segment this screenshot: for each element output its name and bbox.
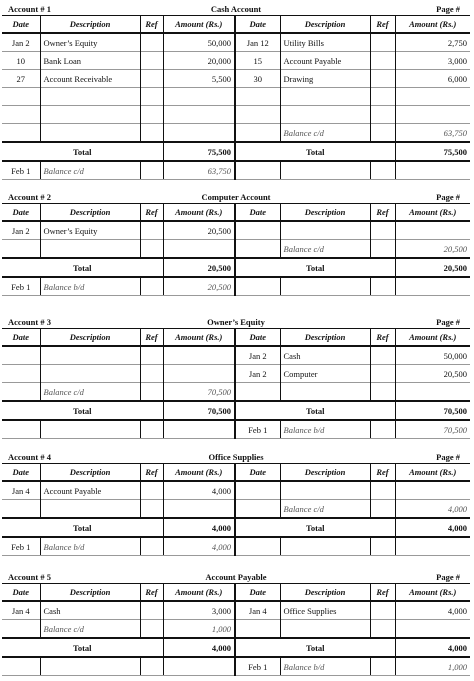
- column-header-amount: Amount (Rs.): [163, 16, 235, 34]
- ledger-table: [2, 15, 470, 180]
- ledger-account: [2, 315, 470, 439]
- entry-amount: 4,000: [395, 601, 470, 620]
- entry-ref: [140, 124, 163, 143]
- total-label: Total: [2, 638, 163, 657]
- account-header: [2, 570, 470, 583]
- column-header-date: Date: [235, 204, 280, 222]
- balance-date: [235, 537, 280, 556]
- balance-date: Feb 1: [235, 657, 280, 676]
- balance-amount: 70,500: [395, 420, 470, 439]
- entry-ref: [370, 240, 395, 259]
- entry-amount: 63,750: [395, 124, 470, 143]
- balance-description: Balance b/d: [40, 537, 140, 556]
- table-row: [2, 620, 470, 639]
- entry-date: [2, 124, 40, 143]
- column-header-amount: Amount (Rs.): [395, 204, 470, 222]
- balance-date: [235, 161, 280, 180]
- balance-ref: [140, 161, 163, 180]
- balance-amount: 20,500: [163, 277, 235, 296]
- entry-ref: [140, 70, 163, 88]
- entry-amount: [395, 88, 470, 106]
- total-row: [2, 518, 470, 537]
- entry-ref: [370, 221, 395, 240]
- entry-date: 15: [235, 52, 280, 70]
- table-row: [2, 124, 470, 143]
- entry-description: Balance c/d: [280, 240, 370, 259]
- ledger-table: [2, 463, 470, 556]
- entry-date: 10: [2, 52, 40, 70]
- entry-ref: [370, 500, 395, 519]
- entry-date: [235, 124, 280, 143]
- balance-row: [2, 161, 470, 180]
- column-header-amount: Amount (Rs.): [395, 329, 470, 347]
- account-header: [2, 450, 470, 463]
- account-header: [2, 2, 470, 15]
- entry-ref: [370, 481, 395, 500]
- account-number: Account # 5: [8, 572, 51, 582]
- entry-description: Balance c/d: [40, 620, 140, 639]
- entry-description: Owner’s Equity: [40, 221, 140, 240]
- account-number: Account # 1: [8, 4, 51, 14]
- entry-description: [40, 240, 140, 259]
- entry-date: Jan 4: [11, 605, 30, 616]
- entry-ref: [140, 481, 163, 500]
- entry-date: 27: [2, 70, 40, 88]
- entry-ref: [140, 240, 163, 259]
- balance-description: Balance b/d: [280, 420, 370, 439]
- ledger-table: [2, 583, 470, 676]
- entry-date: [2, 88, 40, 106]
- column-header-date: Date: [2, 464, 40, 482]
- entry-description: Office Supplies: [280, 601, 370, 620]
- table-row: [2, 33, 470, 52]
- column-header-ref: Ref: [140, 16, 163, 34]
- entry-ref: [370, 383, 395, 402]
- entry-amount: 20,500: [395, 365, 470, 383]
- column-header-amount: Amount (Rs.): [395, 464, 470, 482]
- page-label: Page #: [436, 452, 460, 462]
- column-header-description: Description: [280, 329, 370, 347]
- entry-description: Drawing: [280, 70, 370, 88]
- entry-description: Computer: [280, 365, 370, 383]
- balance-row: [2, 420, 470, 439]
- entry-description: Bank Loan: [40, 52, 140, 70]
- entry-description: [40, 346, 140, 365]
- entry-date: [2, 346, 40, 365]
- column-header-amount: Amount (Rs.): [163, 464, 235, 482]
- page-label: Page #: [436, 572, 460, 582]
- account-number: Account # 4: [8, 452, 51, 462]
- table-row: [2, 70, 470, 88]
- entry-amount: [395, 383, 470, 402]
- column-header-ref: Ref: [370, 16, 395, 34]
- entry-ref: [370, 106, 395, 124]
- balance-row: [2, 537, 470, 556]
- entry-ref: [370, 70, 395, 88]
- balance-ref: [370, 657, 395, 676]
- column-header-date: Date: [2, 204, 40, 222]
- account-title: Office Supplies: [208, 452, 264, 462]
- balance-amount: [163, 420, 235, 439]
- entry-ref: [370, 365, 395, 383]
- entry-description: Balance c/d: [40, 383, 140, 402]
- entry-date: Jan 2: [11, 37, 30, 48]
- entry-amount: [163, 240, 235, 259]
- total-label: Total: [235, 142, 395, 161]
- ledger-account: [2, 450, 470, 556]
- column-header-ref: Ref: [370, 204, 395, 222]
- table-row: [2, 106, 470, 124]
- entry-date: Jan 2: [11, 225, 30, 236]
- account-title: Cash Account: [210, 4, 262, 14]
- account-header: [2, 315, 470, 328]
- page-label: Page #: [436, 4, 460, 14]
- total-label: Total: [2, 401, 163, 420]
- entry-amount: [163, 346, 235, 365]
- balance-row: [2, 277, 470, 296]
- entry-amount: 20,000: [163, 52, 235, 70]
- entry-date: [235, 620, 280, 639]
- column-header-date: Date: [2, 584, 40, 602]
- entry-ref: [140, 106, 163, 124]
- balance-ref: [140, 277, 163, 296]
- column-header-description: Description: [40, 204, 140, 222]
- entry-ref: [370, 88, 395, 106]
- balance-date: Feb 1: [2, 537, 40, 556]
- entry-amount: 3,000: [163, 601, 235, 620]
- balance-description: [280, 161, 370, 180]
- entry-date: Jan 12: [235, 33, 280, 52]
- entry-ref: [140, 500, 163, 519]
- column-header-description: Description: [40, 584, 140, 602]
- entry-amount: 70,500: [163, 383, 235, 402]
- total-debit: 70,500: [163, 401, 235, 420]
- entry-description: [40, 88, 140, 106]
- column-header-description: Description: [280, 16, 370, 34]
- entry-amount: 5,500: [163, 70, 235, 88]
- ledger-account: [2, 190, 470, 296]
- balance-date: Feb 1: [2, 161, 40, 180]
- balance-description: [40, 657, 140, 676]
- table-row: [2, 346, 470, 365]
- column-header-ref: Ref: [370, 464, 395, 482]
- entry-ref: [370, 620, 395, 639]
- total-row: [2, 142, 470, 161]
- balance-ref: [370, 277, 395, 296]
- total-label: Total: [2, 518, 163, 537]
- total-credit: 4,000: [395, 518, 470, 537]
- entry-amount: 20,500: [395, 240, 470, 259]
- entry-ref: [370, 346, 395, 365]
- entry-date: Jan 2: [235, 346, 280, 365]
- total-row: [2, 638, 470, 657]
- total-debit: 4,000: [163, 638, 235, 657]
- entry-description: [280, 481, 370, 500]
- column-header-amount: Amount (Rs.): [163, 584, 235, 602]
- balance-description: [280, 537, 370, 556]
- column-header-date: Date: [235, 16, 280, 34]
- column-header-description: Description: [40, 16, 140, 34]
- entry-description: [280, 620, 370, 639]
- entry-ref: [370, 124, 395, 143]
- column-header-description: Description: [280, 464, 370, 482]
- entry-amount: [395, 620, 470, 639]
- entry-ref: [140, 52, 163, 70]
- table-row: [2, 383, 470, 402]
- entry-description: [280, 221, 370, 240]
- account-header: [2, 190, 470, 203]
- table-row: [2, 601, 470, 620]
- total-debit: 20,500: [163, 258, 235, 277]
- entry-ref: [140, 601, 163, 620]
- entry-description: [280, 106, 370, 124]
- account-title: Owner’s Equity: [207, 317, 265, 327]
- column-header-amount: Amount (Rs.): [163, 329, 235, 347]
- column-header-description: Description: [280, 204, 370, 222]
- balance-amount: [395, 277, 470, 296]
- entry-date: [2, 240, 40, 259]
- entry-description: Cash: [40, 601, 140, 620]
- entry-description: [40, 500, 140, 519]
- entry-date: [235, 106, 280, 124]
- column-header-ref: Ref: [140, 329, 163, 347]
- entry-date: [235, 88, 280, 106]
- entry-description: Cash: [280, 346, 370, 365]
- table-row: [2, 240, 470, 259]
- balance-date: [2, 420, 40, 439]
- balance-amount: [163, 657, 235, 676]
- column-header-amount: Amount (Rs.): [163, 204, 235, 222]
- balance-row: [2, 657, 470, 676]
- column-header-description: Description: [40, 329, 140, 347]
- entry-ref: [140, 221, 163, 240]
- entry-amount: [163, 500, 235, 519]
- balance-date: [2, 657, 40, 676]
- entry-date: Jan 2: [235, 365, 280, 383]
- entry-date: [235, 240, 280, 259]
- total-row: [2, 401, 470, 420]
- entry-ref: [140, 383, 163, 402]
- table-row: [2, 88, 470, 106]
- total-label: Total: [235, 518, 395, 537]
- balance-date: Feb 1: [235, 420, 280, 439]
- table-row: [2, 500, 470, 519]
- entry-ref: [140, 620, 163, 639]
- entry-ref: [370, 601, 395, 620]
- balance-amount: 63,750: [163, 161, 235, 180]
- ledger-account: [2, 570, 470, 676]
- entry-description: [40, 365, 140, 383]
- balance-amount: 1,000: [395, 657, 470, 676]
- entry-amount: [395, 106, 470, 124]
- entry-date: [2, 383, 40, 402]
- balance-description: Balance c/d: [40, 161, 140, 180]
- column-header-ref: Ref: [140, 584, 163, 602]
- balance-date: Feb 1: [2, 277, 40, 296]
- column-header-ref: Ref: [370, 584, 395, 602]
- entry-date: [235, 221, 280, 240]
- total-credit: 20,500: [395, 258, 470, 277]
- balance-ref: [140, 537, 163, 556]
- entry-amount: 50,000: [395, 346, 470, 365]
- balance-date: [235, 277, 280, 296]
- total-label: Total: [2, 258, 163, 277]
- entry-date: Jan 4: [235, 601, 280, 620]
- balance-description: [280, 277, 370, 296]
- total-label: Total: [235, 258, 395, 277]
- table-row: [2, 365, 470, 383]
- entry-date: Jan 4: [11, 485, 30, 496]
- entry-description: Account Receivable: [40, 70, 140, 88]
- entry-amount: [395, 481, 470, 500]
- account-number: Account # 3: [8, 317, 51, 327]
- entry-ref: [140, 365, 163, 383]
- table-row: [2, 481, 470, 500]
- entry-description: Balance c/d: [280, 124, 370, 143]
- entry-description: Balance c/d: [280, 500, 370, 519]
- entry-amount: [163, 365, 235, 383]
- account-number: Account # 2: [8, 192, 51, 202]
- entry-amount: [163, 88, 235, 106]
- page-label: Page #: [436, 192, 460, 202]
- entry-description: Owner’s Equity: [40, 33, 140, 52]
- entry-amount: 6,000: [395, 70, 470, 88]
- entry-description: [280, 88, 370, 106]
- entry-description: [40, 124, 140, 143]
- entry-amount: 20,500: [163, 221, 235, 240]
- column-header-description: Description: [40, 464, 140, 482]
- entry-description: Account Payable: [40, 481, 140, 500]
- entry-date: [2, 620, 40, 639]
- entry-amount: [163, 106, 235, 124]
- account-title: Account Payable: [205, 572, 267, 582]
- entry-ref: [370, 52, 395, 70]
- column-header-ref: Ref: [140, 204, 163, 222]
- entry-amount: 50,000: [163, 33, 235, 52]
- column-header-date: Date: [2, 329, 40, 347]
- entry-description: Account Payable: [280, 52, 370, 70]
- entry-ref: [140, 33, 163, 52]
- total-label: Total: [235, 401, 395, 420]
- total-credit: 4,000: [395, 638, 470, 657]
- entry-amount: 3,000: [395, 52, 470, 70]
- total-debit: 4,000: [163, 518, 235, 537]
- total-debit: 75,500: [163, 142, 235, 161]
- balance-ref: [140, 420, 163, 439]
- balance-amount: 4,000: [163, 537, 235, 556]
- entry-date: [235, 383, 280, 402]
- total-row: [2, 258, 470, 277]
- entry-amount: 4,000: [395, 500, 470, 519]
- entry-date: [2, 106, 40, 124]
- balance-ref: [140, 657, 163, 676]
- balance-description: Balance b/d: [280, 657, 370, 676]
- entry-date: [2, 365, 40, 383]
- entry-description: [40, 106, 140, 124]
- entry-amount: [395, 221, 470, 240]
- column-header-date: Date: [235, 584, 280, 602]
- entry-date: [235, 481, 280, 500]
- ledger-table: [2, 203, 470, 296]
- table-row: [2, 52, 470, 70]
- entry-amount: 4,000: [163, 481, 235, 500]
- balance-amount: [395, 537, 470, 556]
- entry-ref: [140, 88, 163, 106]
- total-label: Total: [235, 638, 395, 657]
- entry-ref: [370, 33, 395, 52]
- column-header-ref: Ref: [140, 464, 163, 482]
- column-header-date: Date: [2, 16, 40, 34]
- column-header-ref: Ref: [370, 329, 395, 347]
- balance-amount: [395, 161, 470, 180]
- column-header-date: Date: [235, 464, 280, 482]
- entry-ref: [140, 346, 163, 365]
- balance-ref: [370, 537, 395, 556]
- column-header-date: Date: [235, 329, 280, 347]
- entry-date: [235, 500, 280, 519]
- ledger-account: [2, 2, 470, 180]
- entry-date: [2, 500, 40, 519]
- total-credit: 70,500: [395, 401, 470, 420]
- account-title: Computer Account: [201, 192, 271, 202]
- entry-description: [280, 383, 370, 402]
- page-label: Page #: [436, 317, 460, 327]
- balance-description: Balance b/d: [40, 277, 140, 296]
- entry-amount: 2,750: [395, 33, 470, 52]
- total-credit: 75,500: [395, 142, 470, 161]
- column-header-amount: Amount (Rs.): [395, 16, 470, 34]
- balance-ref: [370, 420, 395, 439]
- entry-amount: 1,000: [163, 620, 235, 639]
- entry-amount: [163, 124, 235, 143]
- balance-description: [40, 420, 140, 439]
- total-label: Total: [2, 142, 163, 161]
- entry-date: 30: [235, 70, 280, 88]
- column-header-amount: Amount (Rs.): [395, 584, 470, 602]
- entry-description: Utility Bills: [280, 33, 370, 52]
- table-row: [2, 221, 470, 240]
- ledger-table: [2, 328, 470, 439]
- column-header-description: Description: [280, 584, 370, 602]
- balance-ref: [370, 161, 395, 180]
